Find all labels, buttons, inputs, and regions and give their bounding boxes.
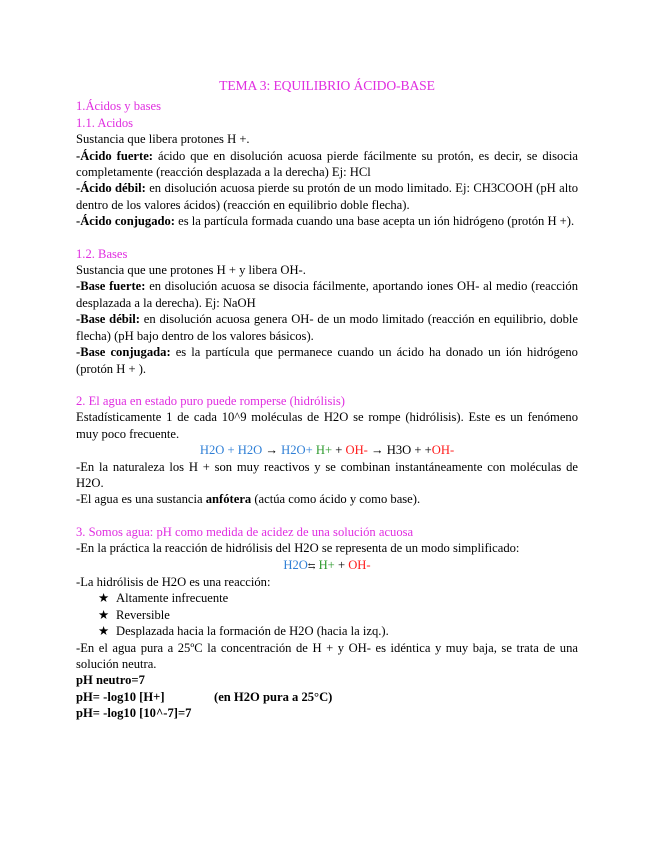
reaction-intro: -La hidrólisis de H2O es una reacción: xyxy=(76,574,271,589)
reaction-properties-list xyxy=(76,590,578,639)
subheading-acids: 1.1. Acidos xyxy=(76,115,134,130)
term: -Ácido débil: xyxy=(76,181,146,196)
term: -Base conjugada: xyxy=(76,345,171,360)
list-item-text: Reversible xyxy=(116,607,170,622)
page-title: TEMA 3: EQUILIBRIO ÁCIDO-BASE xyxy=(219,78,435,93)
eq-plus: + xyxy=(334,557,349,572)
spacer xyxy=(76,230,578,246)
term-text: en disolución acuosa pierde su protón de un modo limitado. Ej: CH3COOH (pH alto dentro de los valores ácidos) (reacción en equilibrio doble flecha). xyxy=(76,181,579,212)
star-icon: ★ xyxy=(98,624,110,639)
eq-arrow-hydronium: → H3O + + xyxy=(367,443,432,458)
eq-plus: + xyxy=(332,443,346,458)
list-item xyxy=(98,623,578,639)
amphoteric-paragraph xyxy=(76,491,578,507)
section-heading-ph: 3. Somos agua: pH como medida de acidez de una solución acuosa xyxy=(76,524,414,539)
spacer xyxy=(76,377,578,393)
spacer xyxy=(76,508,578,524)
weak-acid-paragraph xyxy=(76,180,578,213)
term-text: en disolución acuosa se disocia fácilmente, aportando iones OH- al medio (reacción desplazada a la derecha). Ej: NaOH xyxy=(76,279,578,310)
strong-base-paragraph xyxy=(76,278,578,311)
term-text: es la partícula que permanece cuando un ácido ha donado un ión hidrógeno (protón H + ). xyxy=(76,345,578,376)
eq-water: H2O xyxy=(283,557,308,572)
term-text: en disolución acuosa genera OH- de un modo limitado (reacción en equilibrio, doble flecha) (pH bajo dentro de los valores básicos). xyxy=(76,312,578,343)
conjugate-acid-paragraph xyxy=(76,213,578,229)
document-page xyxy=(76,78,578,722)
reactive-protons-paragraph: -En la naturaleza los H + son muy reactivos y se combinan instantáneamente con moléculas de H2O. xyxy=(76,459,578,490)
star-icon: ★ xyxy=(98,591,110,606)
list-item xyxy=(98,607,578,623)
section-heading-acids-bases: 1.Ácidos y bases xyxy=(76,99,161,114)
eq-reactants: H2O + H2O xyxy=(199,443,263,458)
formula-ph-definition xyxy=(76,689,578,705)
list-item-text: Altamente infrecuente xyxy=(116,591,229,606)
term: -Base fuerte: xyxy=(76,279,146,294)
term-text: es la partícula formada cuando una base acepta un ión hidrógeno (protón H +). xyxy=(175,214,575,229)
eq-hydroxide: OH- xyxy=(345,443,368,458)
hydrolysis-equation xyxy=(76,442,578,458)
formula-note: (en H2O pura a 25°C) xyxy=(214,689,333,704)
base-definition: Sustancia que une protones H + y libera OH-. xyxy=(76,263,306,278)
term: -Ácido fuerte: xyxy=(76,148,154,163)
eq-water: H2O+ xyxy=(281,443,313,458)
term: -Ácido conjugado: xyxy=(76,214,176,229)
eq-arrow: → xyxy=(262,443,282,458)
formula-ph-neutral: pH neutro=7 xyxy=(76,673,145,688)
eq-proton: H+ xyxy=(315,557,335,572)
text: -El agua es una sustancia xyxy=(76,492,206,507)
simplified-equation xyxy=(76,557,578,574)
eq-hydroxide: OH- xyxy=(348,557,371,572)
bold-term: anfótera xyxy=(205,492,252,507)
weak-base-paragraph xyxy=(76,311,578,344)
acid-definition: Sustancia que libera protones H +. xyxy=(76,132,250,147)
strong-acid-paragraph xyxy=(76,148,578,181)
simplified-reaction-paragraph: -En la práctica la reacción de hidrólisis del H2O se representa de un modo simplificado: xyxy=(76,541,520,556)
eq-hydroxide-2: OH- xyxy=(431,443,455,458)
list-item xyxy=(98,590,578,606)
formula-ph-calculation: pH= -log10 [10^-7]=7 xyxy=(76,706,192,721)
list-item-text: Desplazada hacia la formación de H2O (hacia la izq.). xyxy=(116,624,389,639)
equilibrium-arrow-icon: ⇆ xyxy=(307,560,316,571)
conjugate-base-paragraph xyxy=(76,344,578,377)
hydrolysis-paragraph: Estadísticamente 1 de cada 10^9 moléculas de H2O se rompe (hidrólisis). Este es un fenómeno muy poco frecuente. xyxy=(76,410,578,441)
section-heading-water-hydrolysis: 2. El agua en estado puro puede romperse (hidrólisis) xyxy=(76,393,345,408)
formula: pH= -log10 [H+] xyxy=(76,689,165,704)
term: -Base débil: xyxy=(76,312,140,327)
eq-proton: H+ xyxy=(312,443,333,458)
neutral-solution-paragraph: -En el agua pura a 25ºC la concentración de H + y OH- es idéntica y muy baja, se trata de una solución neutra. xyxy=(76,640,578,671)
term-text: ácido que en disolución acuosa pierde fácilmente su protón, es decir, se disocia completamente (reacción desplazada a la derecha) Ej: HCl xyxy=(76,148,579,180)
subheading-bases: 1.2. Bases xyxy=(76,246,128,261)
text: (actúa como ácido y como base). xyxy=(251,492,421,507)
star-icon: ★ xyxy=(98,607,110,622)
